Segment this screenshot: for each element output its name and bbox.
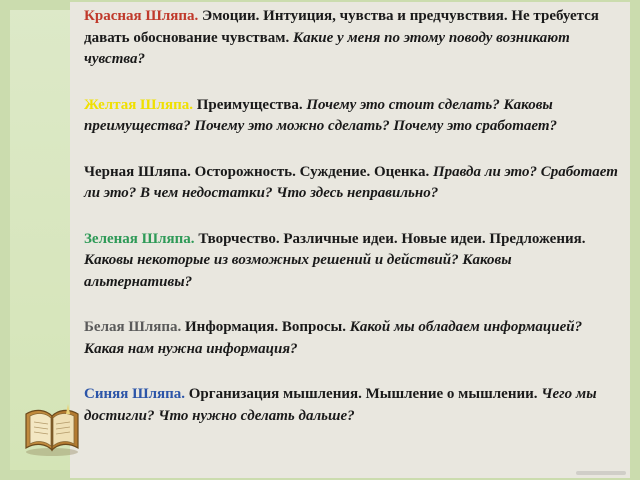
hat-statement-yellow: Преимущества.: [192, 96, 307, 113]
hat-name-black: Черная Шляпа.: [84, 163, 191, 180]
hat-name-blue: Синяя Шляпа.: [84, 386, 185, 402]
paragraph-blue-hat: [84, 384, 618, 427]
text-panel: [70, 2, 630, 478]
hat-question-green: Каковы некоторые из возможных решений и действий? Каковы альтернативы?: [84, 252, 512, 290]
paragraph-yellow-hat: [84, 95, 618, 138]
hat-question-white: Какой мы обладаем информацией? Какая нам нужна информация?: [84, 319, 583, 357]
hat-statement-white: Информация. Вопросы.: [181, 319, 350, 335]
hat-question-red: Какие у меня по этому поводу возникают чувства?: [84, 29, 570, 67]
hat-question-black: Правда ли это? Сработает ли это? В чем недостатки? Что здесь неправильно?: [84, 163, 618, 201]
watermark-mark: [576, 469, 626, 477]
paragraph-white-hat: [84, 317, 618, 360]
hat-name-white: Белая Шляпа.: [84, 319, 182, 335]
open-book-icon: [22, 400, 82, 458]
paragraph-black-hat: [84, 162, 618, 205]
paragraph-green-hat: [84, 229, 618, 294]
hat-statement-black: Осторожность. Суждение. Оценка.: [190, 163, 433, 180]
hat-question-yellow: Почему это стоит сделать? Каковы преимущества? Почему это можно сделать? Почему это сработает?: [84, 96, 557, 134]
hat-name-green: Зеленая Шляпа.: [84, 230, 195, 247]
paragraph-red-hat: [84, 6, 618, 71]
hat-statement-green: Творчество. Различные идеи. Новые идеи. Предложения.: [194, 230, 586, 247]
hat-statement-blue: Организация мышления. Мышление о мышлении.: [185, 386, 542, 402]
hat-name-yellow: Желтая Шляпа.: [84, 96, 193, 113]
hat-question-blue: Чего мы достигли? Что нужно сделать дальше?: [84, 386, 597, 424]
hat-statement-red: Эмоции. Интуиция, чувства и предчувствия. Не требуется давать обоснование чувствам.: [84, 8, 599, 46]
hat-name-red: Красная Шляпа.: [84, 8, 199, 24]
